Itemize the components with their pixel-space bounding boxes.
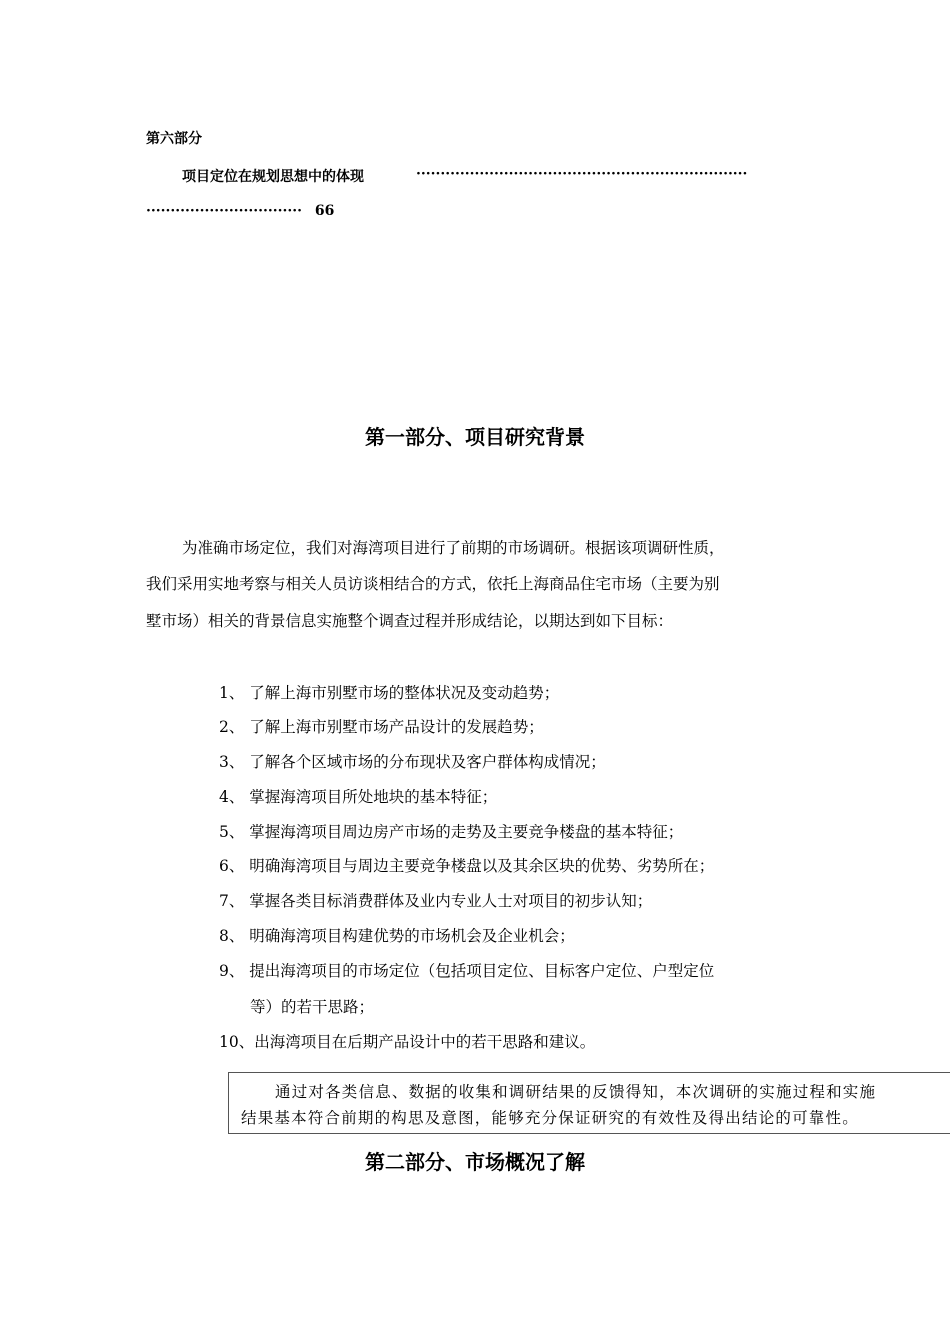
toc-entry-continuation: [146, 203, 334, 219]
toc-part-label: 第六部分: [146, 131, 202, 147]
objective-item: 5、 掌握海湾项目周边房产市场的走势及主要竞争楼盘的基本特征；: [219, 823, 684, 841]
toc-leader-dots: ····································································: [416, 166, 748, 182]
toc-entry-title: 项目定位在规划思想中的体现: [182, 169, 364, 185]
objective-item: 7、 掌握各类目标消费群体及业内专业人士对项目的初步认知；: [219, 892, 653, 910]
objective-item: 2、 了解上海市别墅市场产品设计的发展趋势；: [219, 718, 544, 736]
toc-page-number: 66: [314, 203, 335, 219]
callout-line-2: 结果基本符合前期的构思及意图，能够充分保证研究的有效性及得出结论的可靠性。: [241, 1109, 859, 1127]
objective-item-continuation: 等）的若干思路；: [250, 998, 375, 1016]
intro-line-2: 我们采用实地考察与相关人员访谈相结合的方式，依托上海商品住宅市场（主要为别: [146, 575, 720, 593]
intro-line-1: 为准确市场定位，我们对海湾项目进行了前期的市场调研。根据该项调研性质，: [182, 539, 725, 557]
objective-item: 8、 明确海湾项目构建优势的市场机会及企业机会；: [219, 927, 575, 945]
toc-leader-dots-cont: ································: [146, 203, 302, 219]
objective-item: 6、 明确海湾项目与周边主要竞争楼盘以及其余区块的优势、劣势所在；: [219, 857, 715, 875]
intro-line-3: 墅市场）相关的背景信息实施整个调查过程并形成结论，以期达到如下目标：: [146, 612, 674, 630]
objective-item: 4、 掌握海湾项目所处地块的基本特征；: [219, 788, 498, 806]
objective-item: 9、 提出海湾项目的市场定位（包括项目定位、目标客户定位、户型定位: [219, 962, 715, 980]
objective-item: 3、 了解各个区域市场的分布现状及客户群体构成情况；: [219, 753, 606, 771]
section1-heading: 第一部分、项目研究背景: [365, 425, 585, 449]
callout-line-1: 通过对各类信息、数据的收集和调研结果的反馈得知，本次调研的实施过程和实施: [275, 1083, 877, 1101]
objective-item: 10、出海湾项目在后期产品设计中的若干思路和建议。: [219, 1033, 596, 1051]
conclusion-callout-box: [228, 1072, 950, 1134]
objective-item: 1、 了解上海市别墅市场的整体状况及变动趋势；: [219, 684, 560, 702]
section2-heading: 第二部分、市场概况了解: [365, 1150, 585, 1174]
